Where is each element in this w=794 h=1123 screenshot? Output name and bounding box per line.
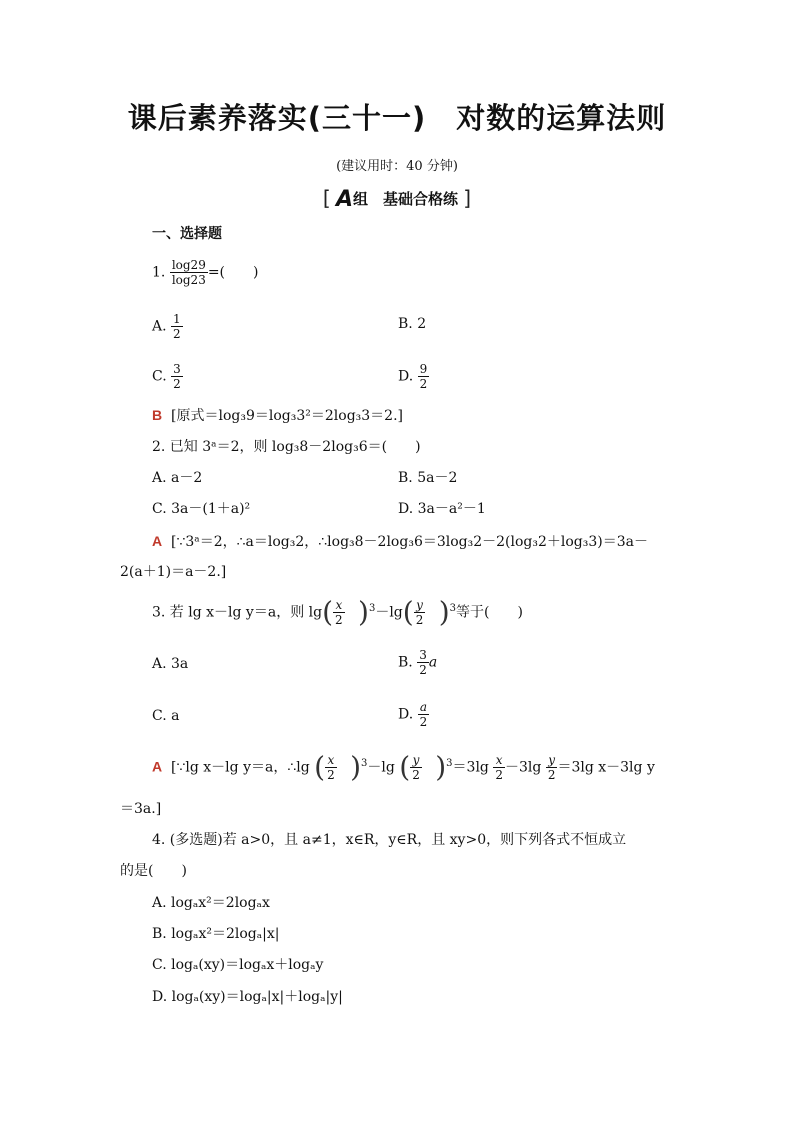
q4-stem-line2: 的是( ) — [120, 863, 187, 879]
q2-answer — [152, 531, 648, 552]
q3-exp-frac2-den: 2 — [412, 768, 420, 782]
q3-minus-lg: －lg — [375, 604, 403, 621]
q1-answer — [152, 405, 403, 426]
q2-answer-letter: A — [152, 533, 163, 549]
q2-explanation-line2: 2(a＋1)＝a－2.] — [120, 564, 227, 580]
q1-explanation: [原式＝log₃9＝log₃3²＝2log₃3＝2.] — [171, 408, 403, 424]
q2-explanation-line1: [∵3ᵃ＝2，∴a＝log₃2，∴log₃8－2log₃6＝3log₃2－2(log₃2＋log₃3)＝3a－ — [171, 534, 649, 550]
q1-tail: =( ) — [207, 264, 259, 281]
q1-frac-num: log29 — [171, 258, 206, 272]
q3-paren-open-2: ( — [402, 595, 414, 629]
q3-exp-frac3-den: 2 — [495, 768, 503, 782]
q3-exp-frac3-num: x — [495, 753, 503, 767]
q1-opt-b-text: 2 — [417, 316, 427, 332]
q3-exp-frac2-num: y — [412, 753, 420, 767]
q3-option-c: C. a — [152, 708, 180, 724]
q3-explain-start: [∵lg x－lg y＝a，∴lg — [171, 759, 310, 776]
q3-option-a: A. 3a — [152, 656, 189, 672]
q4-option-b: B. logₐx²＝2logₐ|x| — [152, 926, 280, 942]
q1-option-c — [152, 362, 183, 391]
q4-option-d: D. logₐ(xy)＝logₐ|x|＋logₐ|y| — [152, 989, 343, 1005]
q3-paren-close-1: ) — [358, 595, 369, 629]
q3-exp-frac1-den: 2 — [327, 768, 335, 782]
q1-number: 1. — [152, 264, 166, 281]
q3-option-d — [398, 700, 429, 729]
q3-opt-d-num: a — [419, 700, 428, 714]
bracket-right: ] — [463, 186, 472, 210]
q3-cube-2: 3 — [449, 602, 457, 614]
q3-opt-d-label: D. — [398, 706, 414, 723]
q3-frac2-num: y — [416, 598, 423, 612]
q1-opt-c-num: 3 — [173, 362, 181, 376]
q2-option-b: B. 5a－2 — [398, 470, 458, 486]
q1-opt-d-den: 2 — [419, 377, 428, 391]
q3-exp-frac4-num: y — [548, 753, 556, 767]
q3-tail: 等于( ) — [456, 604, 523, 621]
q1-fraction — [170, 258, 208, 287]
q3-frac1-den: 2 — [335, 613, 343, 627]
q4-option-a: A. logₐx²＝2logₐx — [152, 895, 270, 911]
q3-exp-paren-close-1: ) — [350, 750, 362, 784]
q3-frac2-den: 2 — [415, 613, 424, 627]
q3-exp-paren-open-1: ( — [314, 750, 326, 784]
q1-opt-d-label: D. — [398, 368, 414, 385]
q2-option-d: D. 3a－a²－1 — [398, 501, 486, 517]
q1-opt-c-label: C. — [152, 368, 167, 385]
q1-option-b — [398, 314, 426, 334]
q3-answer-letter: A — [152, 758, 163, 775]
q1-opt-c-den: 2 — [173, 377, 181, 391]
q3-explanation-line2: ＝3a.] — [120, 801, 162, 817]
page-title: 课后素养落实(三十一) 对数的运算法则 — [127, 101, 667, 135]
q4-stem-line1: 4. (多选题)若 a>0，且 a≠1，x∈R，y∈R，且 xy>0，则下列各式不恒成立 — [152, 832, 627, 848]
q3-stem-start: 3. 若 lg x－lg y＝a，则 lg — [152, 604, 323, 621]
q3-exp-frac1-num: x — [327, 753, 335, 767]
group-heading — [0, 186, 794, 212]
q1-opt-a-num: 1 — [173, 312, 181, 326]
q4-option-c: C. logₐ(xy)＝logₐx＋logₐy — [152, 957, 324, 973]
q2-option-a: A. a－2 — [152, 470, 203, 486]
q3-exp-paren-open-2: ( — [399, 750, 411, 784]
q2-option-c: C. 3a－(1＋a)² — [152, 501, 251, 517]
q3-explain-mid1: ＝3lg — [452, 759, 489, 776]
q3-exp-cube-1: 3 — [361, 757, 368, 769]
q1-answer-letter: B — [152, 407, 163, 423]
q3-option-b — [398, 648, 437, 677]
q3-opt-b-den: 2 — [419, 663, 427, 677]
q3-opt-b-label: B. — [398, 654, 413, 671]
group-label: 组 基础合格练 — [353, 190, 459, 208]
q3-exp-minus-lg: －lg — [367, 759, 395, 776]
q3-cube-1: 3 — [368, 602, 376, 614]
q1-opt-b-label: B. — [398, 316, 413, 332]
q1-opt-a-label: A. — [152, 318, 167, 335]
q3-explain-mid2: －3lg — [505, 759, 542, 776]
q3-exp-frac4-den: 2 — [547, 768, 556, 782]
q3-paren-close-2: ) — [438, 595, 450, 629]
q3-explain-end: ＝3lg x－3lg y — [557, 759, 655, 776]
suggested-time: (建议用时：40 分钟) — [336, 159, 458, 174]
q3-exp-cube-2: 3 — [446, 757, 453, 769]
q3-opt-b-num: 3 — [419, 648, 427, 662]
q3-stem — [152, 595, 523, 629]
q3-answer — [152, 750, 655, 784]
section-heading: 一、选择题 — [152, 226, 222, 242]
q3-exp-paren-close-2: ) — [435, 750, 447, 784]
q2-stem: 2. 已知 3ᵃ＝2，则 log₃8－2log₃6＝( ) — [152, 439, 421, 455]
q1-option-d — [398, 362, 429, 391]
q3-opt-d-den: 2 — [419, 715, 428, 729]
q1-opt-d-num: 9 — [419, 362, 428, 376]
q3-paren-open-1: ( — [322, 595, 334, 629]
q1-opt-a-den: 2 — [173, 327, 181, 341]
q1-stem — [152, 258, 258, 287]
bracket-left: [ — [322, 186, 331, 210]
q1-option-a — [152, 312, 183, 341]
group-letter: A — [335, 187, 353, 212]
q3-frac1-num: x — [335, 598, 343, 612]
q3-opt-b-var: a — [428, 654, 438, 671]
q1-frac-den: log23 — [171, 273, 206, 287]
